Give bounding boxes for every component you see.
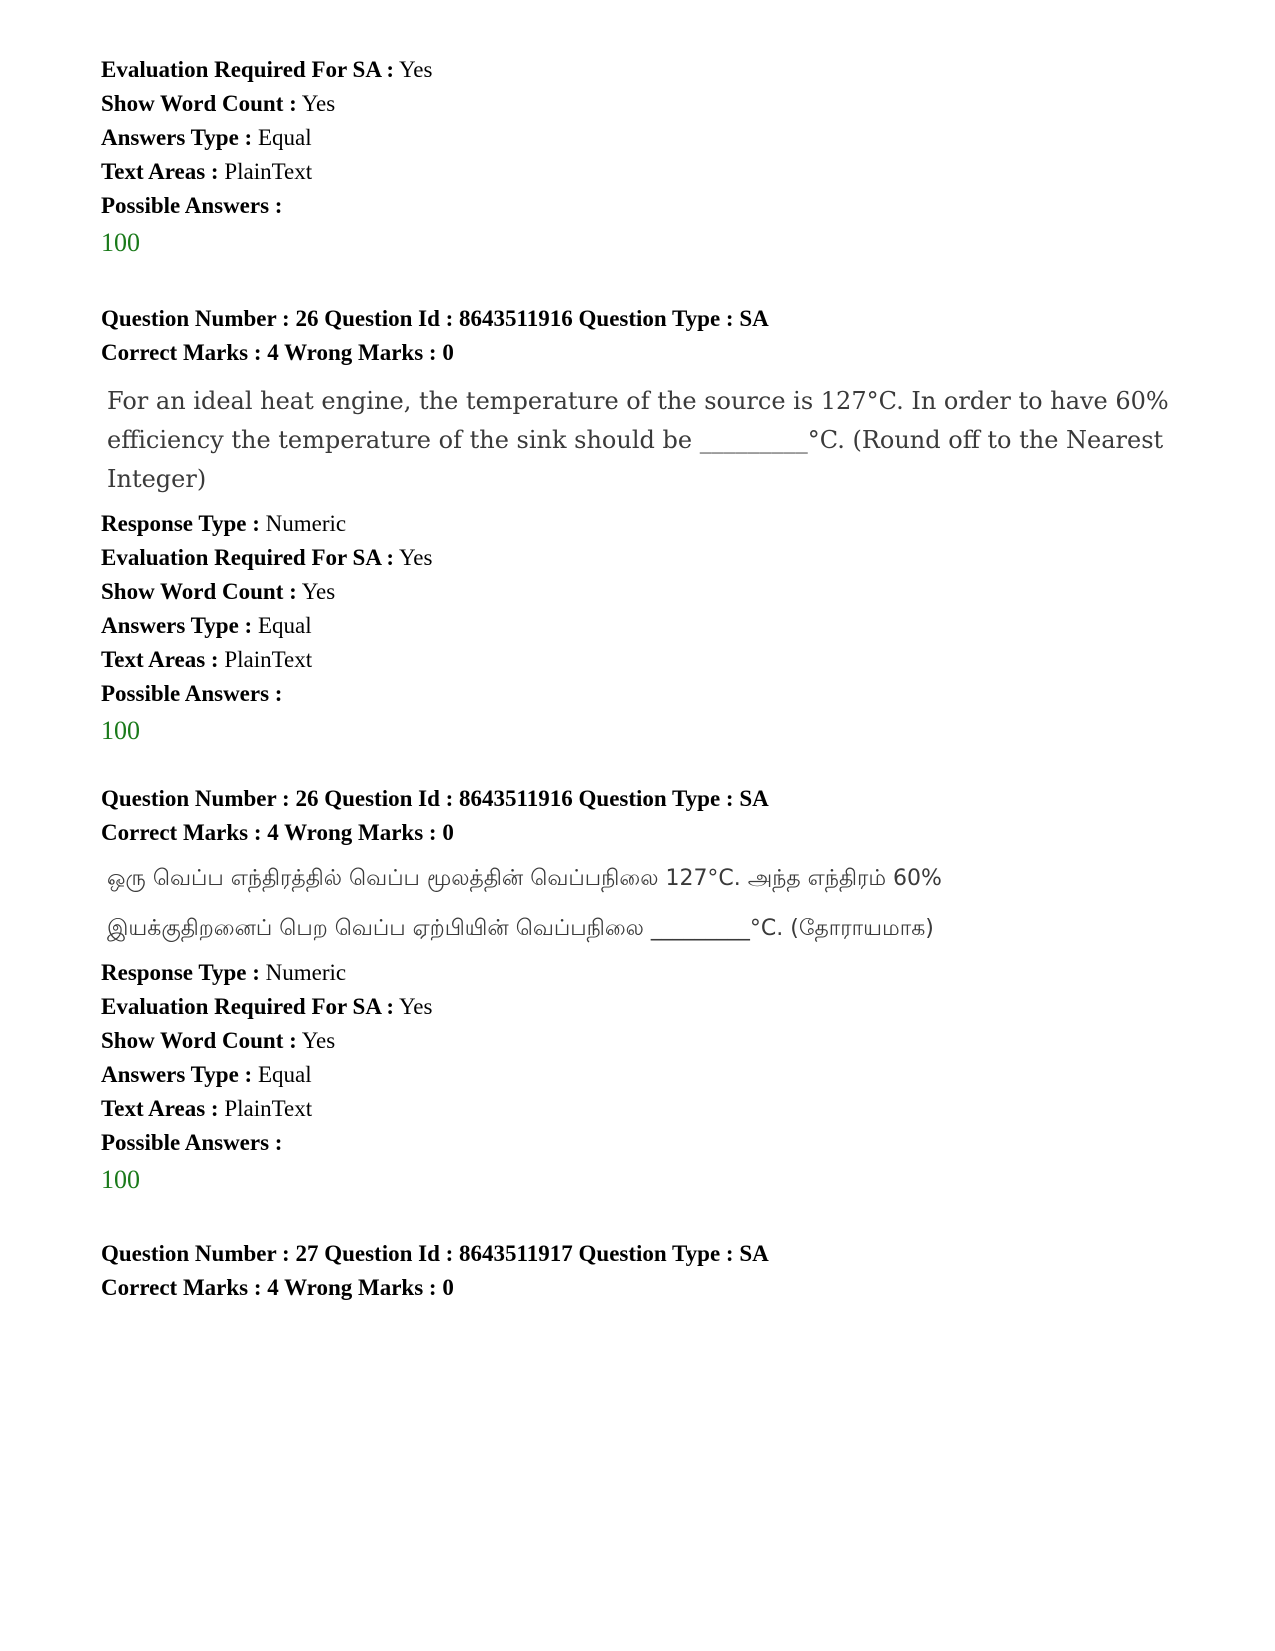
possible-answers-label: Possible Answers :	[101, 681, 283, 706]
evaluation-required-value: Yes	[399, 994, 433, 1019]
question-text-line: Integer)	[107, 465, 207, 493]
possible-answers-row	[101, 189, 1181, 223]
text-areas-value: PlainText	[224, 647, 313, 672]
question-text-line: efficiency the temperature of the sink should be _________°C. (Round off to the Nearest	[107, 426, 1164, 454]
answers-type-row	[101, 1058, 1181, 1092]
question-27	[101, 1237, 1181, 1305]
question-text-line: இயக்குதிறனைப் பெற வெப்ப ஏற்பியின் வெப்பநிலை _________°C. (தோராயமாக)	[107, 916, 934, 941]
question-26-english	[101, 302, 1181, 749]
possible-answers-row	[101, 677, 1181, 711]
question-text-line: ஒரு வெப்ப எந்திரத்தில் வெப்ப மூலத்தின் வெப்பநிலை 127°C. அந்த எந்திரம் 60%	[107, 866, 942, 891]
possible-answers-row	[101, 1126, 1181, 1160]
question-header: Question Number : 26 Question Id : 8643511916 Question Type : SA	[101, 786, 769, 811]
show-word-count-row	[101, 87, 1181, 121]
possible-answer-value: 100	[101, 228, 140, 257]
question-marks: Correct Marks : 4 Wrong Marks : 0	[101, 820, 454, 845]
show-word-count-row	[101, 575, 1181, 609]
previous-question-tail	[101, 53, 1181, 261]
possible-answers-label: Possible Answers :	[101, 193, 283, 218]
evaluation-required-row	[101, 990, 1181, 1024]
show-word-count-value: Yes	[301, 1028, 336, 1053]
text-areas-row	[101, 155, 1181, 189]
answers-type-label: Answers Type :	[101, 125, 253, 150]
evaluation-required-label: Evaluation Required For SA :	[101, 545, 395, 570]
question-marks: Correct Marks : 4 Wrong Marks : 0	[101, 1275, 454, 1300]
text-areas-value: PlainText	[224, 159, 313, 184]
evaluation-required-label: Evaluation Required For SA :	[101, 57, 395, 82]
text-areas-label: Text Areas :	[101, 1096, 219, 1121]
answers-type-label: Answers Type :	[101, 1062, 253, 1087]
show-word-count-value: Yes	[301, 91, 336, 116]
question-text-image	[107, 854, 1177, 954]
answers-type-row	[101, 121, 1181, 155]
question-text-image	[107, 382, 1177, 499]
answers-type-value: Equal	[257, 613, 312, 638]
response-type-row	[101, 956, 1181, 990]
answers-type-label: Answers Type :	[101, 613, 253, 638]
answers-type-value: Equal	[257, 125, 312, 150]
text-areas-value: PlainText	[224, 1096, 313, 1121]
text-areas-label: Text Areas :	[101, 647, 219, 672]
question-marks: Correct Marks : 4 Wrong Marks : 0	[101, 340, 454, 365]
question-26-tamil	[101, 782, 1181, 1198]
response-type-row	[101, 507, 1181, 541]
response-type-label: Response Type :	[101, 511, 260, 536]
evaluation-required-label: Evaluation Required For SA :	[101, 994, 395, 1019]
response-type-value: Numeric	[265, 960, 347, 985]
evaluation-required-value: Yes	[399, 545, 433, 570]
response-type-label: Response Type :	[101, 960, 260, 985]
show-word-count-row	[101, 1024, 1181, 1058]
response-type-value: Numeric	[265, 511, 347, 536]
show-word-count-label: Show Word Count :	[101, 91, 297, 116]
possible-answers-label: Possible Answers :	[101, 1130, 283, 1155]
possible-answer-value: 100	[101, 716, 140, 745]
possible-answer-value: 100	[101, 1165, 140, 1194]
question-header: Question Number : 27 Question Id : 8643511917 Question Type : SA	[101, 1241, 769, 1266]
show-word-count-label: Show Word Count :	[101, 579, 297, 604]
evaluation-required-row	[101, 53, 1181, 87]
text-areas-row	[101, 1092, 1181, 1126]
answers-type-value: Equal	[257, 1062, 312, 1087]
show-word-count-value: Yes	[301, 579, 336, 604]
text-areas-label: Text Areas :	[101, 159, 219, 184]
question-header: Question Number : 26 Question Id : 8643511916 Question Type : SA	[101, 306, 769, 331]
evaluation-required-row	[101, 541, 1181, 575]
text-areas-row	[101, 643, 1181, 677]
evaluation-required-value: Yes	[399, 57, 433, 82]
answers-type-row	[101, 609, 1181, 643]
show-word-count-label: Show Word Count :	[101, 1028, 297, 1053]
question-text-line: For an ideal heat engine, the temperature of the source is 127°C. In order to have 60%	[107, 387, 1169, 415]
